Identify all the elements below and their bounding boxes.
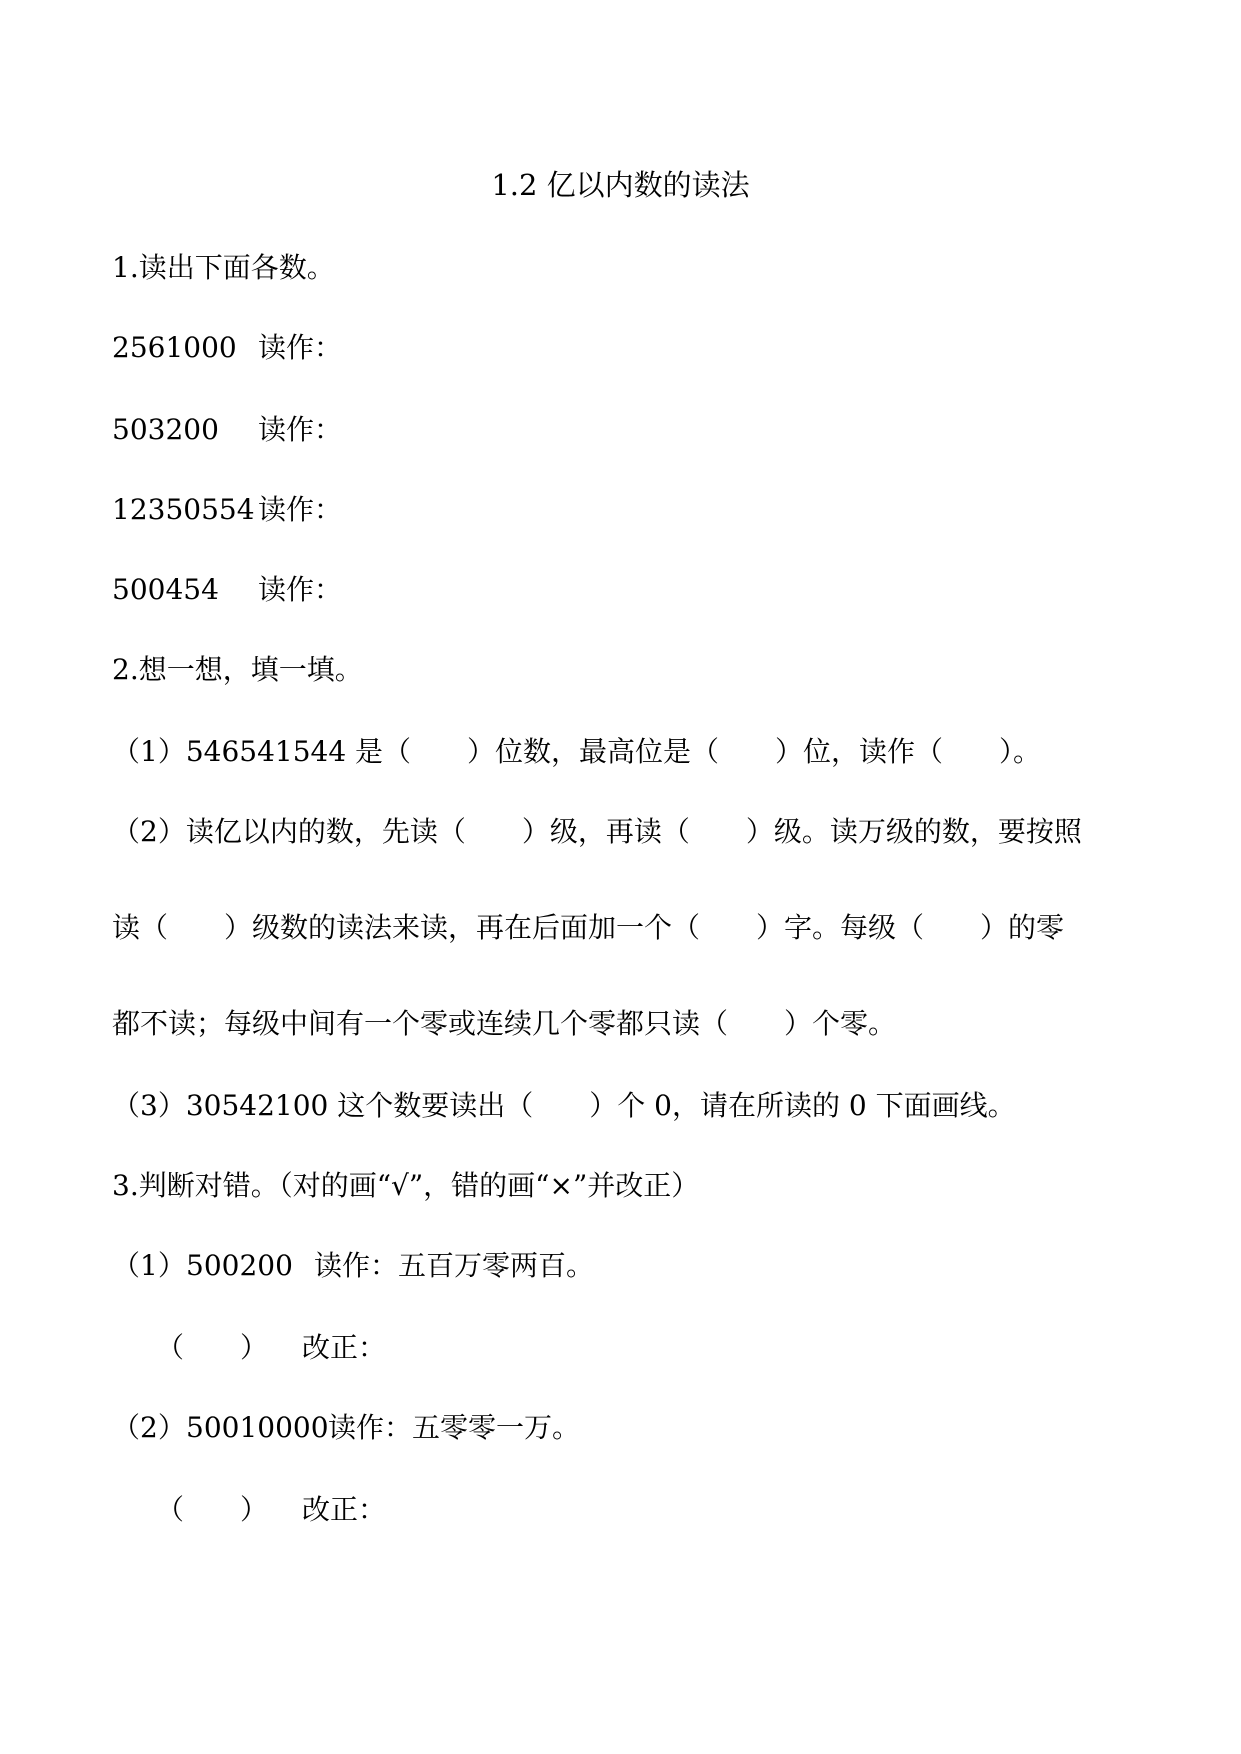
q1-item-number: 503200 bbox=[112, 413, 219, 446]
answer-bracket[interactable]: （ ） bbox=[156, 1493, 269, 1526]
q2-part2-line1: （2）读亿以内的数，先读（ ）级，再读（ ）级。读万级的数，要按照 bbox=[112, 815, 1082, 848]
q3-item-reading: 读作：五零零一万。 bbox=[328, 1411, 581, 1444]
q2-part1: （1）546541544 是（ ）位数，最高位是（ ）位，读作（ ）。 bbox=[112, 735, 1042, 768]
q1-item-label: 读作： bbox=[258, 331, 343, 364]
q2-part2-line2: 读（ ）级数的读法来读，再在后面加一个（ ）字。每级（ ）的零 bbox=[112, 911, 1065, 944]
correction-label: 改正： bbox=[302, 1493, 387, 1526]
q2-part2-line3: 都不读；每级中间有一个零或连续几个零都只读（ ）个零。 bbox=[112, 1007, 897, 1040]
q1-item-label: 读作： bbox=[258, 493, 343, 526]
q3-item-number: 50010000 bbox=[186, 1411, 329, 1444]
q3-item-prefix: （2） bbox=[112, 1411, 186, 1444]
q3-item-prefix: （1） bbox=[112, 1249, 186, 1282]
correction-label: 改正： bbox=[302, 1331, 387, 1364]
q1-item-label: 读作： bbox=[258, 573, 343, 606]
q3-item-number: 500200 bbox=[186, 1249, 293, 1282]
q1-item-number: 2561000 bbox=[112, 331, 237, 364]
q1-item-number: 500454 bbox=[112, 573, 219, 606]
answer-bracket[interactable]: （ ） bbox=[156, 1331, 269, 1364]
q3-heading: 3.判断对错。（对的画“√”，错的画“×”并改正） bbox=[112, 1169, 700, 1202]
q1-item-label: 读作： bbox=[258, 413, 343, 446]
q2-part3: （3）30542100 这个数要读出（ ）个 0，请在所读的 0 下面画线。 bbox=[112, 1089, 1016, 1122]
q3-item-reading: 读作：五百万零两百。 bbox=[314, 1249, 595, 1282]
q2-heading: 2.想一想，填一填。 bbox=[112, 653, 363, 686]
q1-item-number: 12350554 bbox=[112, 493, 255, 526]
q1-heading: 1.读出下面各数。 bbox=[112, 251, 335, 284]
page-title: 1.2 亿以内数的读法 bbox=[491, 168, 750, 202]
